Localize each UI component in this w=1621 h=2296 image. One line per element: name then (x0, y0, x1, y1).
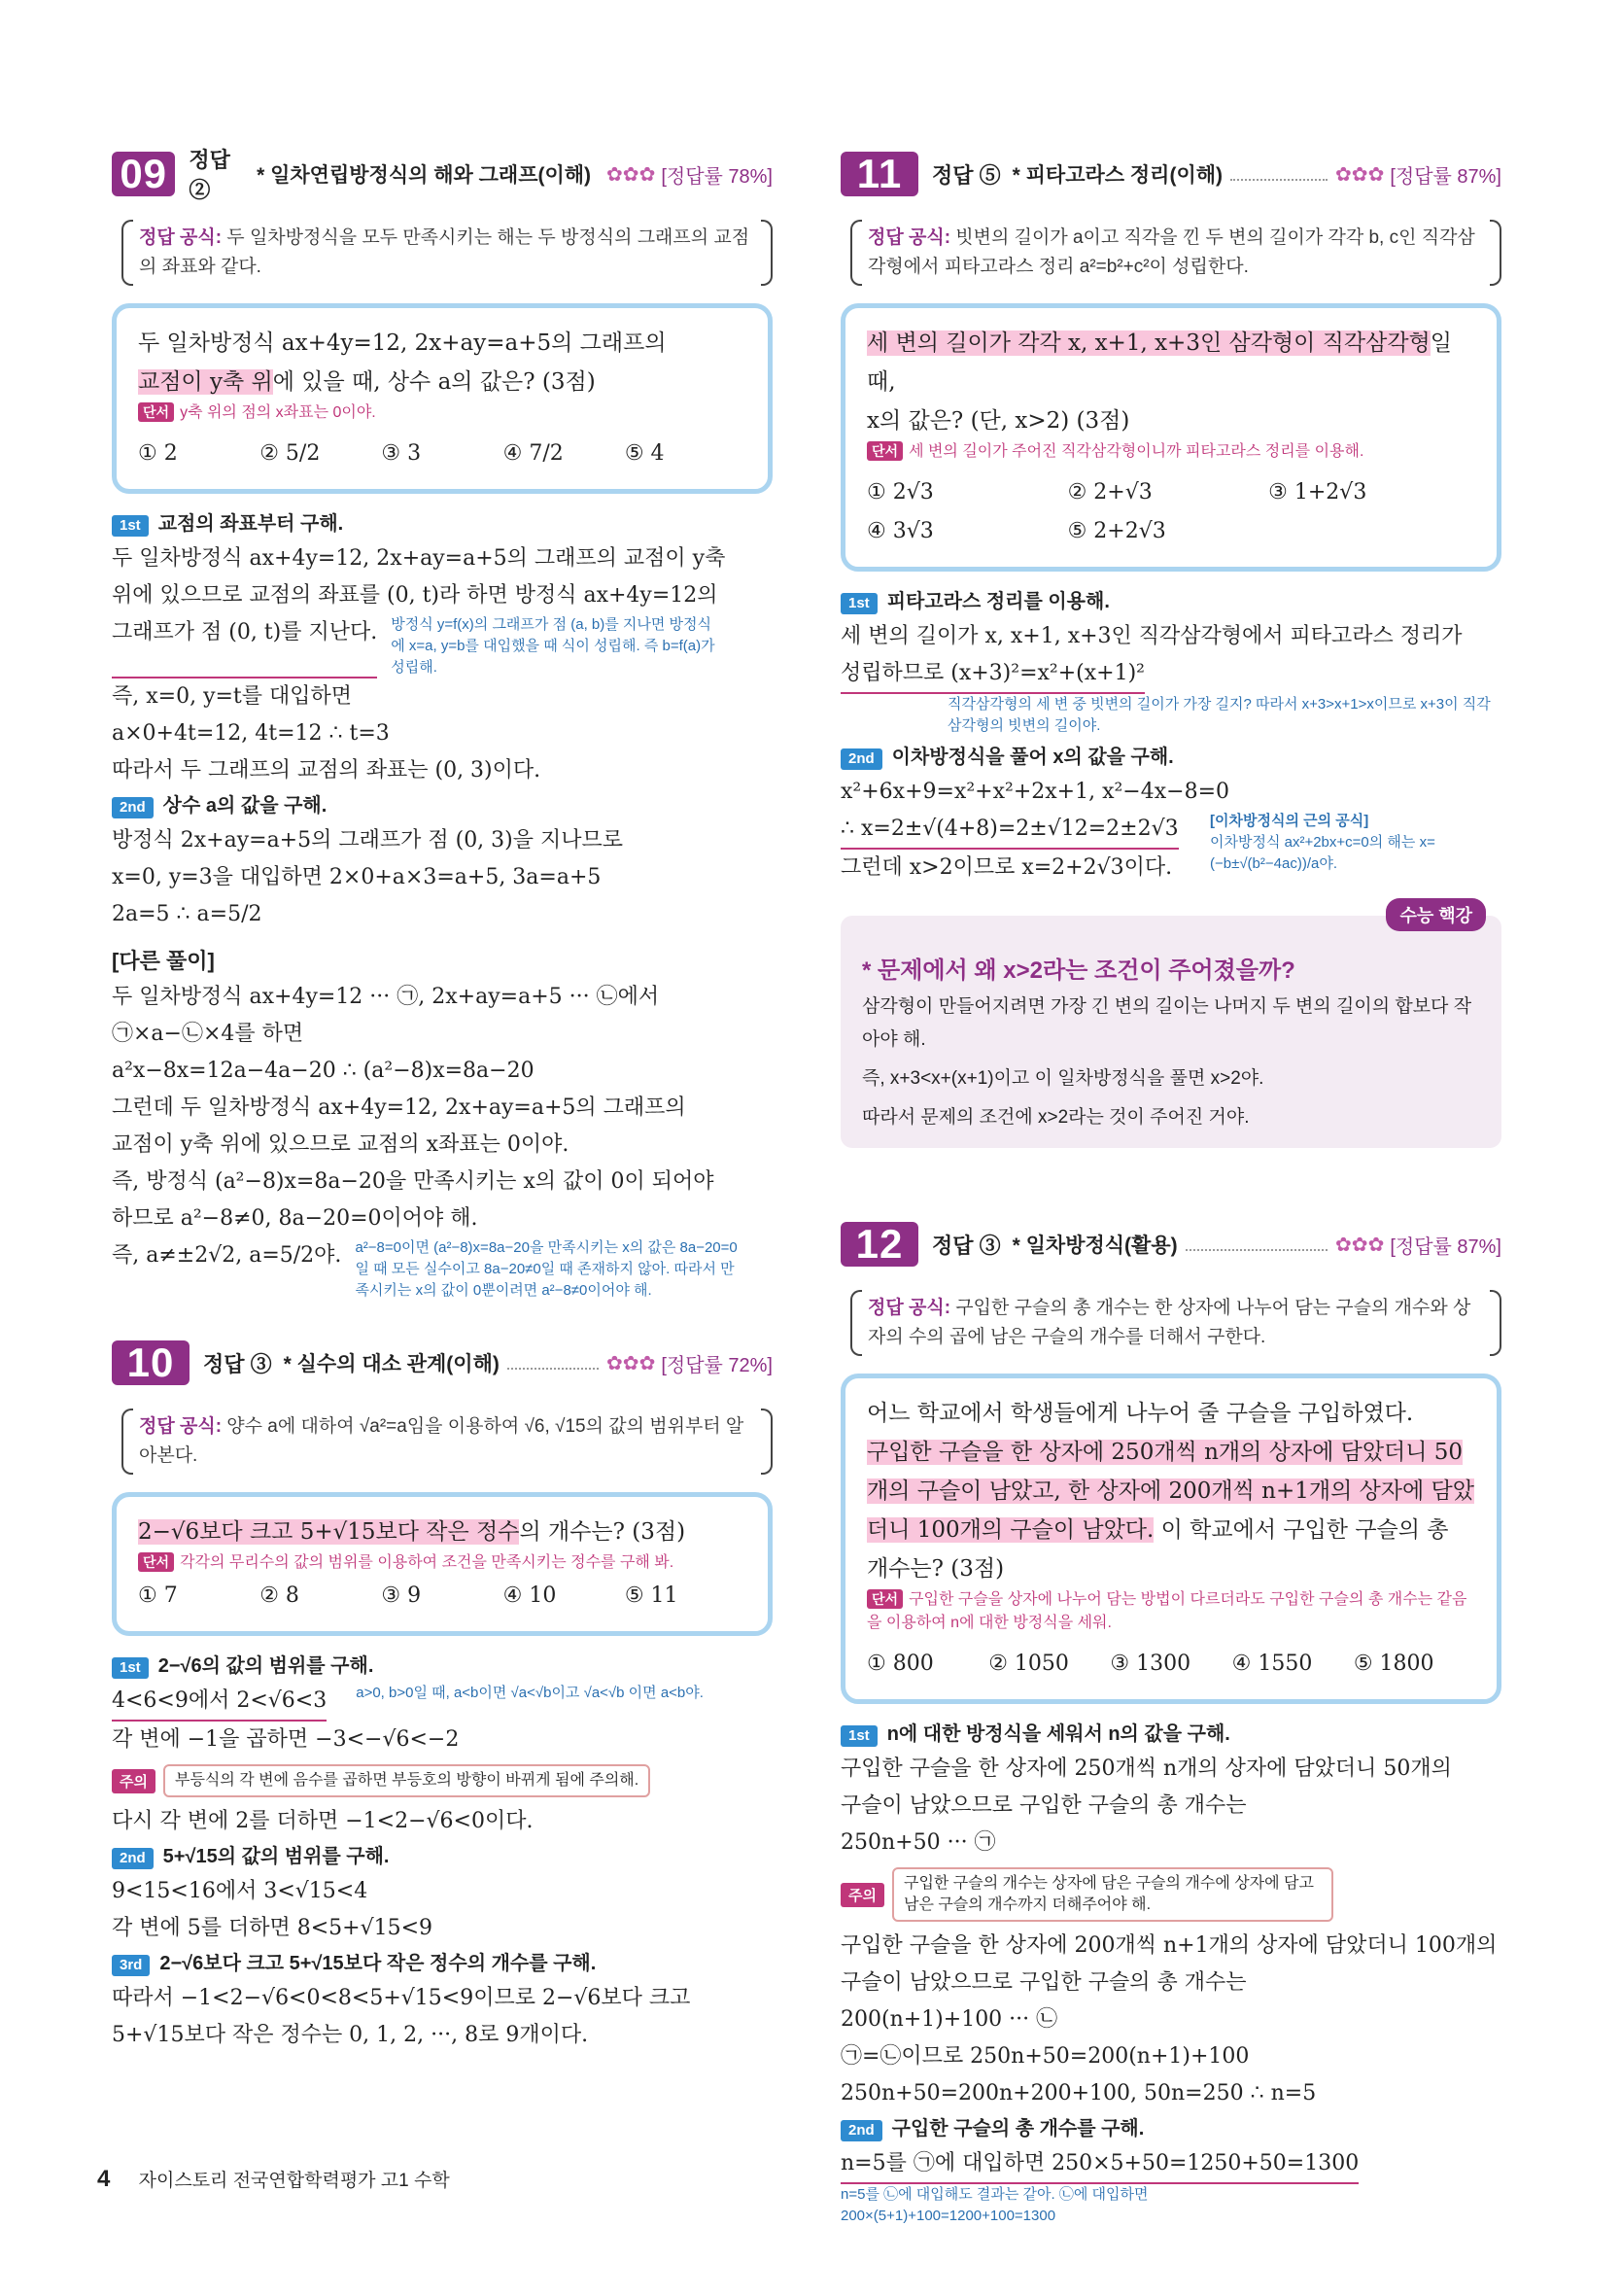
q11-leader (1230, 167, 1328, 181)
q9-choice-5[interactable]: ⑤ 4 (624, 441, 665, 466)
q12-solution-1 (841, 1751, 1501, 1861)
q9-step2-title: 상수 a의 값을 구해. (162, 795, 328, 817)
q11-header (841, 146, 1501, 202)
q12-solution-1b (841, 1928, 1501, 2112)
q10-formula-label: 정답 공식: (139, 1416, 223, 1437)
q12-step2-note: n=5를 ㉡에 대입해도 결과는 같아. ㉡에 대입하면 200×(5+1)+100=1200+100=1300 (841, 2186, 1149, 2224)
q11-step1-title: 피타고라스 정리를 이용해. (886, 591, 1110, 612)
q10-choice-3[interactable]: ③ 9 (381, 1583, 422, 1608)
q10-formula-text: 양수 a에 대하여 √a²=a임을 이용하여 √6, √15의 값의 범위부터 알아본다. (139, 1416, 744, 1466)
q11-formula-note: 이차방정식 ax²+2bx+c=0의 해는 x=(−b±√(b²−4ac))/a야. (1210, 834, 1435, 872)
q11-solution-1 (841, 618, 1501, 737)
q10-problem-highlight: 2−√6보다 크고 5+√15보다 작은 정수 (138, 1519, 520, 1545)
q9-problem-highlight: 교점이 y축 위 (138, 369, 273, 395)
q11-choices (867, 473, 1475, 551)
left-column (112, 146, 773, 2054)
q12-choice-4[interactable]: ④ 1550 (1231, 1652, 1313, 1676)
q10-warning-tag: 주의 (112, 1769, 155, 1793)
q11-step2-tag: 2nd (841, 748, 882, 770)
q11-hint-tag: 단서 (867, 441, 903, 461)
q10-number: 10 (112, 1340, 190, 1385)
q12-header (841, 1216, 1501, 1272)
q10-rate: [정답률 72%] (661, 1354, 773, 1376)
solution-line: 성립하므로 (x+3)²=x²+(x+1)² (841, 655, 1145, 694)
q9-formula-text: 두 일차방정식을 모두 만족시키는 해는 두 방정식의 그래프의 교점의 좌표와 같다. (139, 227, 750, 277)
q10-problem (112, 1492, 773, 1636)
q10-step1-note: a>0, b>0일 때, a<b이면 √a<√b이고 √a<√b 이면 a<b야. (356, 1685, 704, 1701)
q12-problem-highlight: 구입한 구슬을 한 상자에 250개씩 n개의 상자에 담았더니 50개의 구슬이 남았고, 한 상자에 200개씩 n+1개의 상자에 담았더니 100개의 구슬이 남았다. (867, 1440, 1474, 1543)
q12-step2-tag: 2nd (841, 2120, 882, 2141)
q12-number: 12 (841, 1222, 918, 1267)
solution-line: 250n+50 ··· ㉠ (841, 1830, 996, 1855)
q9-topic: * 일차연립방정식의 해와 그래프(이해) (257, 164, 592, 187)
q11-core-question: * 문제에서 왜 x>2라는 조건이 주어졌을까? (862, 957, 1295, 984)
q10-header (112, 1335, 773, 1391)
q11-choice-2[interactable]: ② 2+√3 (1067, 480, 1153, 504)
q10-solution-1b (112, 1803, 773, 1840)
solution-line: 각 변에 −1을 곱하면 −3<−√6<−2 (112, 1727, 460, 1752)
q9-problem-line: 두 일차방정식 ax+4y=12, 2x+ay=a+5의 그래프의 (138, 330, 667, 356)
q11-formula-text: 빗변의 길이가 a이고 직각을 낀 두 변의 길이가 각각 b, c인 직각삼각형에서 피타고라스 정리 a²=b²+c²이 성립한다. (868, 227, 1475, 277)
solution-line: 즉, a≠±2√2, a=5/2야. (112, 1243, 342, 1268)
q11-rate: [정답률 87%] (1390, 165, 1501, 188)
q10-warning-text: 부등식의 각 변에 음수를 곱하면 부등호의 방향이 바뀌게 됨에 주의해. (163, 1764, 650, 1797)
solution-line: a²x−8x=12a−4a−20 ∴ (a²−8)x=8a−20 (112, 1059, 535, 1083)
q9-formula-label: 정답 공식: (139, 227, 223, 248)
solution-line: 4<6<9에서 2<√6<3 (112, 1683, 327, 1722)
q11-formula-label: 정답 공식: (868, 227, 951, 248)
solution-line: a×0+4t=12, 4t=12 ∴ t=3 (112, 721, 390, 746)
q10-step2-title: 5+√15의 값의 범위를 구해. (162, 1846, 390, 1867)
solution-line: 9<15<16에서 3<√15<4 (112, 1879, 368, 1903)
q9-number: 09 (112, 152, 175, 196)
q12-formula-text: 구입한 구슬의 총 개수는 한 상자에 나누어 담는 구슬의 개수와 상자의 수의 곱에 남은 구슬의 개수를 더해서 구한다. (868, 1298, 1471, 1347)
difficulty-flower-icon: ✿✿✿ (1335, 1233, 1385, 1256)
q11-step2-title: 이차방정식을 풀어 x의 값을 구해. (891, 747, 1174, 768)
solution-line: 방정식 2x+ay=a+5의 그래프가 점 (0, 3)을 지나므로 (112, 828, 624, 852)
q10-answer: 정답 ③ (203, 1351, 272, 1376)
q11-core-text-3: 따라서 문제의 조건에 x>2라는 것이 주어진 거야. (862, 1107, 1250, 1128)
q10-hint-tag: 단서 (138, 1552, 174, 1572)
q12-step1-title: n에 대한 방정식을 세워서 n의 값을 구해. (886, 1723, 1230, 1745)
q12-choices (867, 1645, 1475, 1684)
q10-solution-2 (112, 1873, 773, 1947)
q11-choice-3[interactable]: ③ 1+2√3 (1268, 480, 1367, 504)
q9-step2-tag: 2nd (112, 797, 154, 818)
q10-formula (121, 1405, 773, 1478)
q11-number: 11 (841, 152, 918, 196)
q10-problem-rest: 의 개수는? (3점) (519, 1519, 686, 1545)
solution-line: ㉠×a−㉡×4를 하면 (112, 1022, 304, 1046)
q12-formula-label: 정답 공식: (868, 1298, 951, 1318)
book-title: 자이스토리 전국연합학력평가 고1 수학 (138, 2171, 450, 2191)
q11-formula-note-title: [이차방정식의 근의 공식] (1210, 813, 1369, 829)
q11-step1-tag: 1st (841, 593, 878, 614)
q9-choice-1[interactable]: ① 2 (138, 441, 178, 466)
q9-rate: [정답률 78%] (661, 165, 773, 188)
solution-line: 구입한 구슬을 한 상자에 250개씩 n개의 상자에 담았더니 50개의 (841, 1757, 1452, 1781)
q12-hint: 구입한 구슬을 상자에 나누어 담는 방법이 다르더라도 구입한 구슬의 총 개수는 같음을 이용하여 n에 대한 방정식을 세워. (867, 1591, 1467, 1631)
q9-answer: 정답 ② (189, 148, 230, 202)
q10-warning (112, 1764, 773, 1797)
solution-line: 그래프가 점 (0, t)를 지난다. (112, 614, 377, 678)
solution-line: 하므로 a²−8≠0, 8a−20=0이어야 해. (112, 1206, 478, 1231)
q11-problem-highlight: 세 변의 길이가 각각 x, x+1, x+3인 삼각형이 직각삼각형 (867, 330, 1431, 356)
solution-line: 두 일차방정식 ax+4y=12 ··· ㉠, 2x+ay=a+5 ··· ㉡에서 (112, 985, 660, 1009)
solution-line: 5+√15보다 작은 정수는 0, 1, 2, ···, 8로 9개이다. (112, 2023, 589, 2047)
q10-step1-title: 2−√6의 값의 범위를 구해. (157, 1655, 374, 1677)
q11-core-text-2: 즉, x+3<x+(x+1)이고 이 일차방정식을 풀면 x>2야. (862, 1068, 1264, 1089)
q9-choices (138, 435, 746, 473)
q11-solution-2 (841, 774, 1501, 887)
difficulty-flower-icon: ✿✿✿ (606, 1351, 656, 1374)
q10-solution-3 (112, 1980, 773, 2054)
solution-line: n=5를 ㉠에 대입하면 250×5+50=1250+50=1300 (841, 2145, 1359, 2184)
q11-problem-rest: 일 때, (867, 330, 1452, 395)
solution-line: x²+6x+9=x²+x²+2x+1, x²−4x−8=0 (841, 780, 1229, 804)
solution-line: x=0, y=3을 대입하면 2×0+a×3=a+5, 3a=a+5 (112, 865, 602, 889)
q10-leader (507, 1356, 599, 1370)
q11-choice-4[interactable]: ④ 3√3 (867, 519, 934, 543)
page-number: 4 (97, 2166, 111, 2192)
q12-choice-1[interactable]: ① 800 (867, 1652, 934, 1676)
q12-problem-line: 어느 학교에서 학생들에게 나누어 줄 구슬을 구입하였다. (867, 1401, 1414, 1426)
q10-choice-4[interactable]: ④ 10 (502, 1583, 557, 1608)
q10-step3-title: 2−√6보다 크고 5+√15보다 작은 정수의 개수를 구해. (159, 1953, 597, 1974)
q10-choice-2[interactable]: ② 8 (259, 1583, 299, 1608)
q9-alt-solution (112, 979, 773, 1302)
q12-leader (1186, 1237, 1328, 1251)
difficulty-flower-icon: ✿✿✿ (1335, 162, 1385, 186)
q12-choice-2[interactable]: ② 1050 (988, 1652, 1069, 1676)
q9-problem-rest: 에 있을 때, 상수 a의 값은? (3점) (272, 369, 596, 395)
q10-step2-tag: 2nd (112, 1848, 154, 1869)
q10-topic: * 실수의 대소 관계(이해) (283, 1353, 500, 1375)
q9-alt-title: [다른 풀이] (112, 949, 215, 973)
q12-step2-title: 구입한 구슬의 총 개수를 구해. (891, 2118, 1145, 2139)
solution-line: 200(n+1)+100 ··· ㉡ (841, 2007, 1058, 2032)
q9-header (112, 146, 773, 202)
solution-line: 각 변에 5를 더하면 8<5+√15<9 (112, 1916, 433, 1940)
q9-hint: y축 위의 점의 x좌표는 0이야. (180, 404, 376, 421)
solution-line: 위에 있으므로 교점의 좌표를 (0, t)라 하면 방정식 ax+4y=12의 (112, 583, 718, 608)
q10-hint: 각각의 무리수의 값의 범위를 이용하여 조건을 만족시키는 정수를 구해 봐. (180, 1554, 674, 1571)
q12-formula (850, 1286, 1501, 1360)
q10-choices (138, 1577, 746, 1616)
q11-choice-1[interactable]: ① 2√3 (867, 480, 934, 504)
q11-formula (850, 216, 1501, 290)
q9-choice-2[interactable]: ② 5/2 (259, 441, 321, 466)
solution-line: ㉠=㉡이므로 250n+50=200(n+1)+100 (841, 2044, 1250, 2069)
q12-warning-text: 구입한 구슬의 개수는 상자에 담은 구슬의 개수에 상자에 담고 남은 구슬의 개수까지 더해주어야 해. (892, 1867, 1333, 1922)
q11-problem (841, 303, 1501, 572)
q9-step1-tag: 1st (112, 515, 149, 537)
q9-solution-2 (112, 822, 773, 933)
q9-choice-4[interactable]: ④ 7/2 (502, 441, 564, 466)
q12-solution-2 (841, 2145, 1501, 2227)
page-footer (97, 2166, 450, 2193)
q11-answer: 정답 ⑤ (932, 162, 1001, 188)
solution-line: 그런데 두 일차방정식 ax+4y=12, 2x+ay=a+5의 그래프의 (112, 1096, 686, 1120)
q10-step3-tag: 3rd (112, 1955, 150, 1976)
q12-step1-tag: 1st (841, 1725, 878, 1747)
right-column (841, 146, 1501, 2227)
solution-line: 구슬이 남았으므로 구입한 구슬의 총 개수는 (841, 1793, 1247, 1818)
q12-choice-3[interactable]: ③ 1300 (1110, 1652, 1191, 1676)
q11-choice-5[interactable]: ⑤ 2+2√3 (1067, 519, 1166, 543)
solution-line: 250n+50=200n+200+100, 50n=250 ∴ n=5 (841, 2081, 1317, 2105)
q12-warning-tag: 주의 (841, 1883, 884, 1907)
q11-step1-note: 직각삼각형의 세 변 중 빗변의 길이가 가장 길지? 따라서 x+3>x+1>x이므로 x+3이 직각삼각형의 빗변의 길이야. (948, 696, 1491, 734)
q11-topic: * 피타고라스 정리(이해) (1012, 164, 1224, 187)
q10-step1-tag: 1st (112, 1657, 149, 1679)
q12-problem-rest: 이 학교에서 구입한 구슬의 총 개수는? (3점) (867, 1517, 1449, 1582)
difficulty-flower-icon: ✿✿✿ (606, 162, 656, 186)
q12-topic: * 일차방정식(활용) (1012, 1235, 1178, 1257)
q12-hint-tag: 단서 (867, 1589, 903, 1609)
q11-core-badge: 수능 핵강 (1386, 898, 1486, 931)
q11-core-box (841, 906, 1501, 1148)
q9-problem (112, 303, 773, 494)
solution-line: 따라서 −1<2−√6<0<8<5+√15<9이므로 2−√6보다 크고 (112, 1986, 691, 2010)
solution-line: 구슬이 남았으므로 구입한 구슬의 총 개수는 (841, 1970, 1247, 1995)
q9-choice-3[interactable]: ③ 3 (381, 441, 422, 466)
q9-alt-note: a²−8=0이면 (a²−8)x=8a−20을 만족시키는 x의 값은 8a−20=0일 때 모든 실수이고 8a−20≠0일 때 존재하지 않아. 따라서 만족시키는 x의 값이 0뿐이려면 a²−8≠0이어야 해. (355, 1239, 738, 1299)
q11-hint: 세 변의 길이가 주어진 직각삼각형이니까 피타고라스 정리를 이용해. (909, 443, 1364, 460)
solution-line: 2a=5 ∴ a=5/2 (112, 902, 262, 926)
q12-rate: [정답률 87%] (1390, 1235, 1501, 1258)
solution-line: 세 변의 길이가 x, x+1, x+3인 직각삼각형에서 피타고라스 정리가 (841, 624, 1463, 648)
q11-core-text-1: 삼각형이 만들어지려면 가장 긴 변의 길이는 나머지 두 변의 길이의 합보다 작아야 해. (862, 996, 1472, 1050)
solution-line: 두 일차방정식 ax+4y=12, 2x+ay=a+5의 그래프의 교점이 y축 (112, 546, 726, 571)
q10-choice-5[interactable]: ⑤ 11 (624, 1583, 678, 1608)
solution-line: 다시 각 변에 2를 더하면 −1<2−√6<0이다. (112, 1809, 534, 1833)
q9-solution-1 (112, 540, 773, 789)
q10-choice-1[interactable]: ① 7 (138, 1583, 178, 1608)
solution-line: 구입한 구슬을 한 상자에 200개씩 n+1개의 상자에 담았더니 100개의 (841, 1933, 1498, 1958)
q9-formula (121, 216, 773, 290)
solution-line: ∴ x=2±√(4+8)=2±√12=2±2√3 (841, 811, 1179, 850)
q12-warning (841, 1867, 1501, 1922)
solution-line: 즉, x=0, y=t를 대입하면 (112, 684, 353, 709)
q12-answer: 정답 ③ (932, 1233, 1001, 1258)
solution-line: 그런데 x>2이므로 x=2+2√3이다. (841, 855, 1173, 880)
q9-step1-note: 방정식 y=f(x)의 그래프가 점 (a, b)를 지나면 방정식에 x=a, y=b를 대입했을 때 식이 성립해. 즉 b=f(a)가 성립해. (391, 616, 715, 676)
solution-line: 교점이 y축 위에 있으므로 교점의 x좌표는 0이야. (112, 1132, 569, 1157)
q12-problem (841, 1374, 1501, 1704)
solution-line: 즉, 방정식 (a²−8)x=8a−20을 만족시키는 x의 값이 0이 되어야 (112, 1169, 714, 1194)
q12-choice-5[interactable]: ⑤ 1800 (1353, 1652, 1434, 1676)
solution-line: 따라서 두 그래프의 교점의 좌표는 (0, 3)이다. (112, 758, 541, 783)
q9-hint-tag: 단서 (138, 402, 174, 422)
q9-step1-title: 교점의 좌표부터 구해. (157, 513, 344, 535)
q10-solution-1 (112, 1683, 773, 1758)
q11-problem-line: x의 값은? (단, x>2) (3점) (867, 408, 1130, 434)
